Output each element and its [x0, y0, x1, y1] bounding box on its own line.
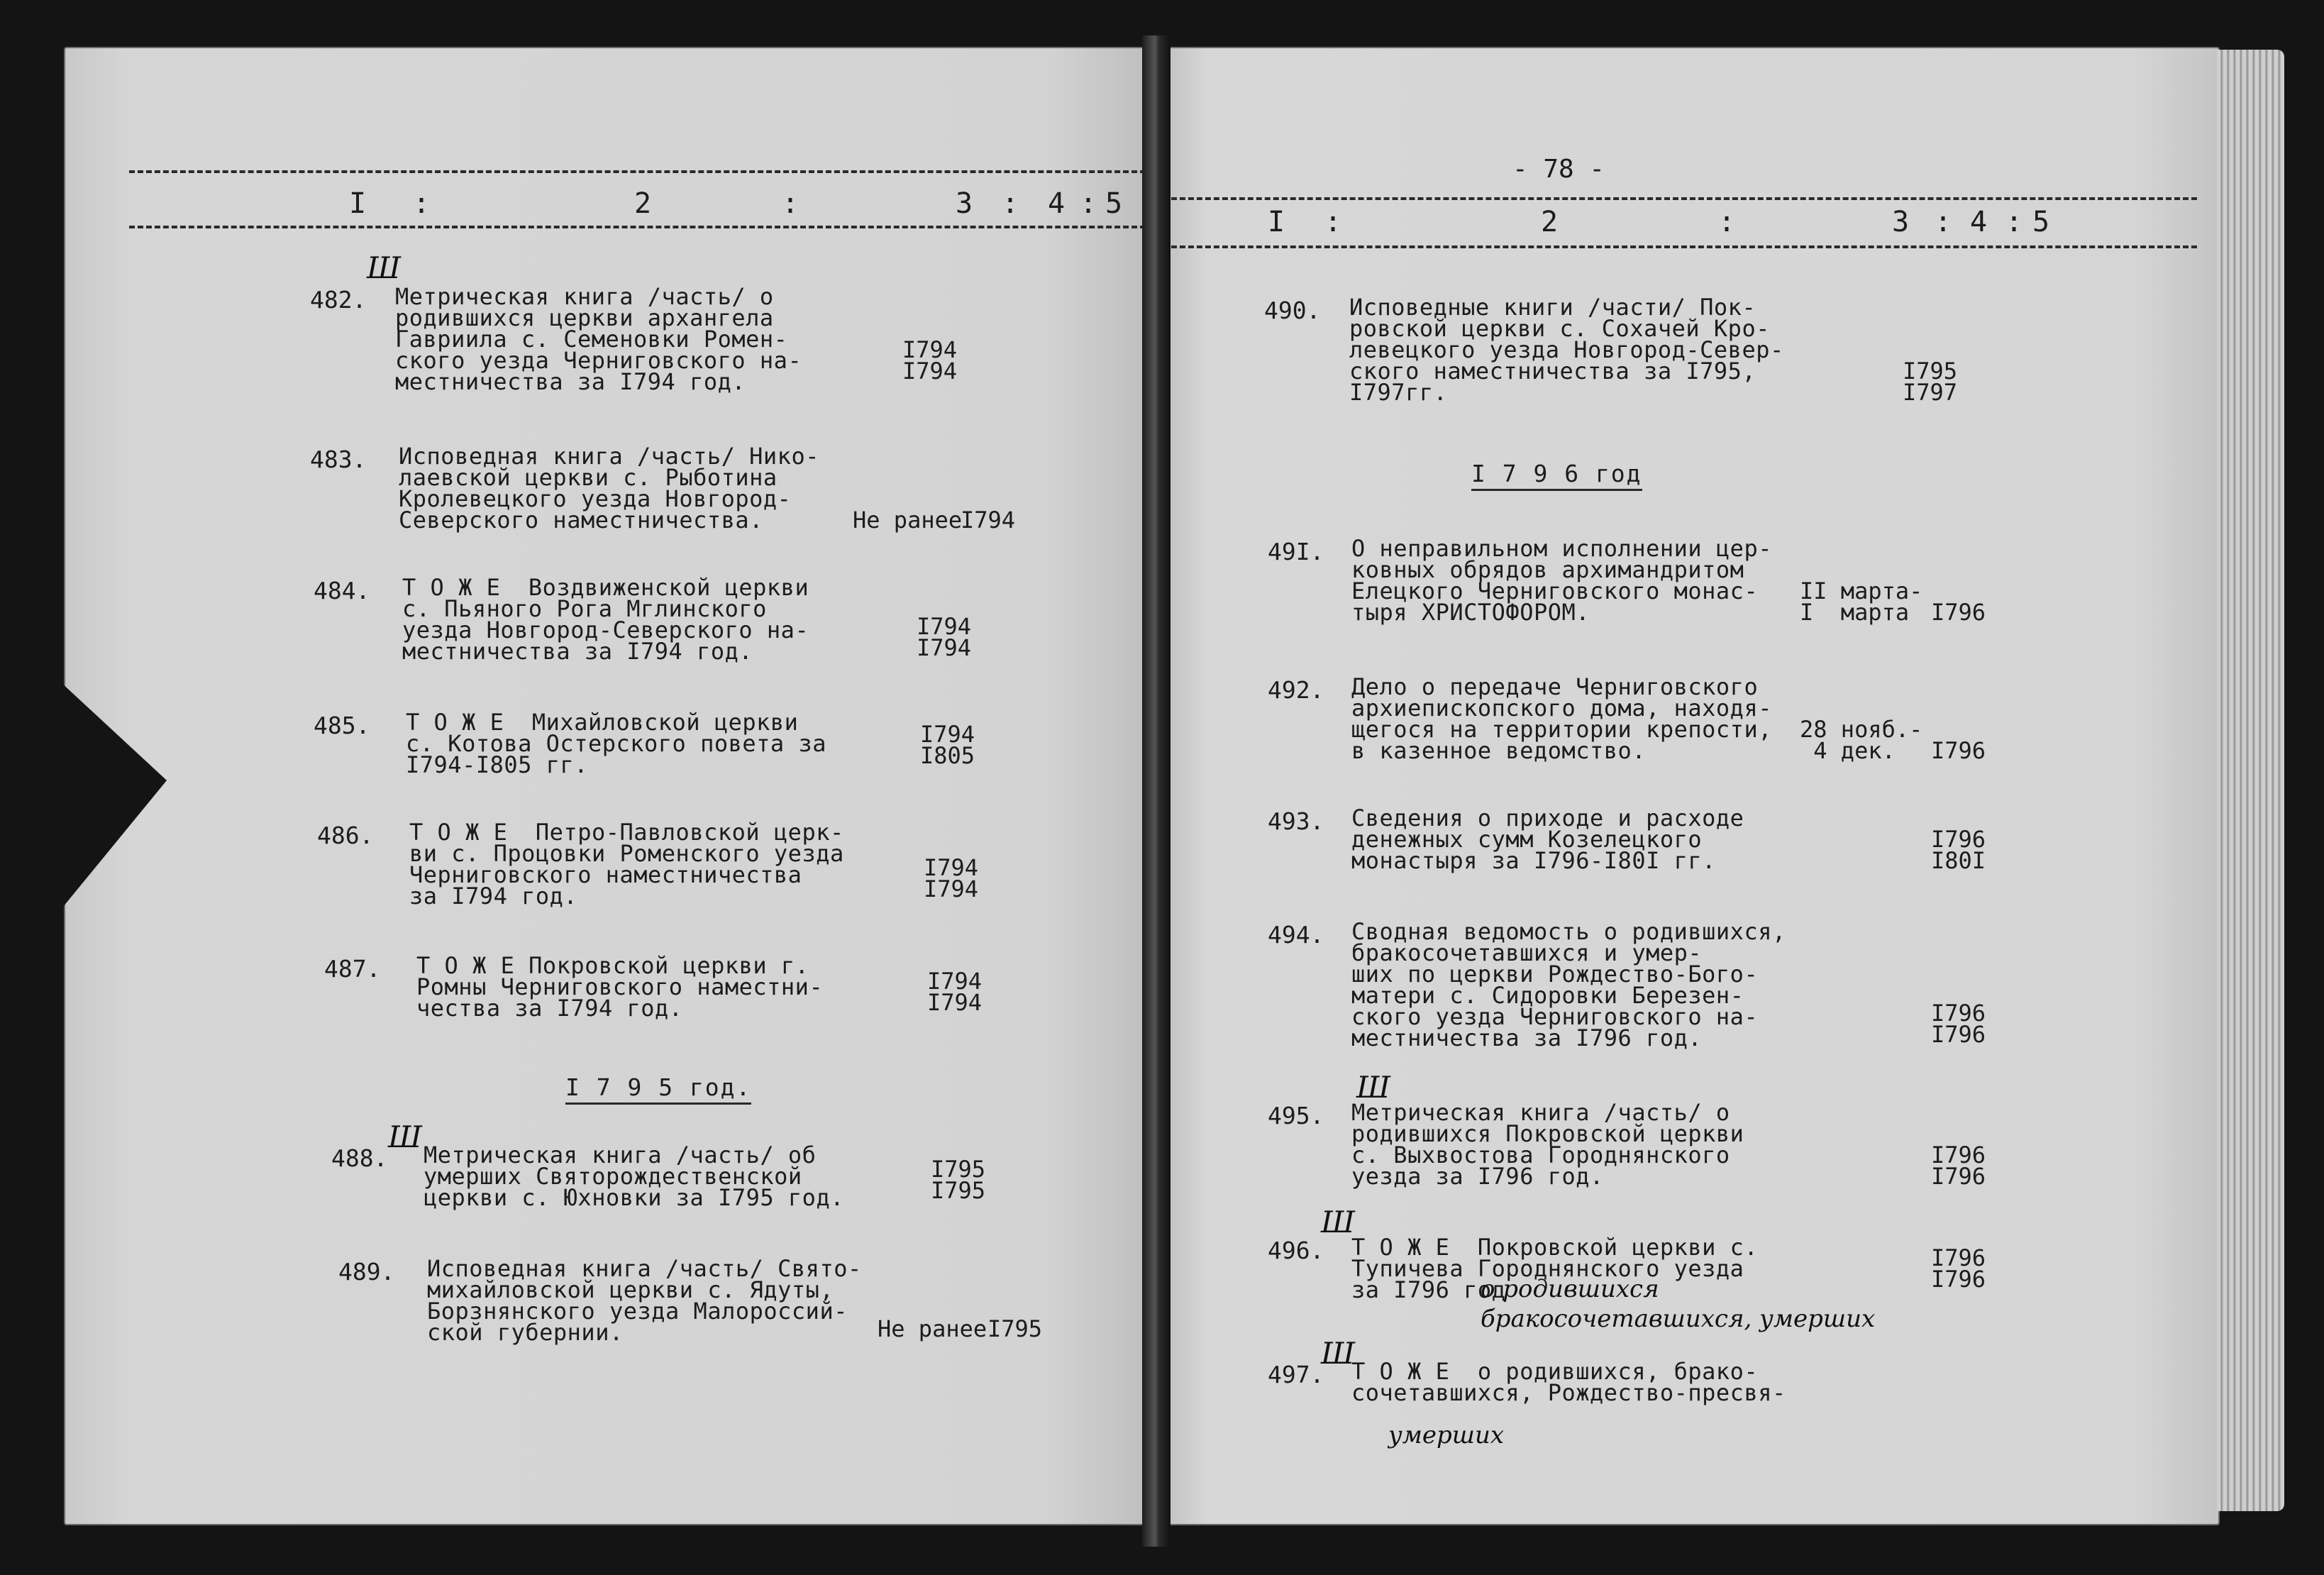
left-page: [64, 47, 1156, 1525]
column-header-4: 4: [1048, 187, 1066, 220]
column-header-2: 2: [634, 187, 652, 220]
header-rule-bottom: [1154, 245, 2197, 248]
entry-years: I795 I795: [931, 1156, 986, 1204]
handwritten-mark: Ш: [367, 250, 401, 285]
entry-description: Т О Ж Е Покровской церкви с. Тупичева Городнянского уезда за I796 год: [1351, 1234, 1759, 1303]
entry-description: Сведения о приходе и расходе денежных сумм Козелецкого монастыря за I796-I80I гг.: [1351, 805, 1744, 874]
entry-years: I796: [1931, 737, 1986, 764]
entry-number: 494.: [1268, 921, 1324, 949]
entry-description: Дело о передаче Черниговского архиепископского дома, находя- щегося на территории крепости, в казенное ведомство.: [1351, 673, 1772, 764]
entry-description: Исповедная книга /часть/ Нико- лаевской церкви с. Рыботина Кролевецкого уезда Новгород- Северского наместничества.: [399, 443, 819, 534]
entry-number: 490.: [1264, 297, 1321, 324]
column-separator: :: [1002, 187, 1019, 220]
right-page: [1153, 47, 2220, 1525]
handwritten-mark: Ш: [1356, 1070, 1390, 1105]
entry-number: 493.: [1268, 807, 1324, 835]
entry-number: 488.: [331, 1144, 388, 1172]
column-header-3: 3: [1892, 206, 1910, 238]
entry-years: I796: [1931, 599, 1986, 626]
entry-description: Исповедные книги /части/ Пок- ровской церкви с. Сохачей Кро- левецкого уезда Новгород-Север- ского наместничества за I795, I797гг.: [1349, 294, 1784, 406]
column-header-3: 3: [956, 187, 973, 220]
entry-years: I794 I794: [902, 336, 958, 385]
book-spine-gutter: [1142, 35, 1171, 1547]
torn-page-edge: [21, 646, 167, 958]
header-rule-bottom: [129, 226, 1154, 228]
entry-number: 496.: [1268, 1237, 1324, 1264]
column-separator: :: [1080, 187, 1097, 220]
page-edges: [2217, 50, 2284, 1511]
entry-date-range: II марта- I марта: [1800, 578, 1923, 626]
column-header-4: 4: [1970, 206, 1988, 238]
handwritten-mark: Ш: [1321, 1336, 1355, 1371]
section-heading: I 7 9 5 год.: [565, 1073, 751, 1105]
column-separator: :: [413, 187, 431, 220]
entry-description: Метрическая книга /часть/ о родившихся Покровской церкви с. Выхвостова Городнянского уезда за I796 год.: [1351, 1099, 1744, 1190]
column-header-1: I: [1268, 206, 1285, 238]
entry-number: 485.: [314, 712, 370, 739]
section-heading: I 7 9 6 год: [1471, 460, 1642, 491]
handwritten-annotation: о родившихся бракосочетавшихся, умерших: [1481, 1275, 1876, 1333]
entry-years: I796 I796: [1931, 1000, 1986, 1048]
handwritten-mark: Ш: [388, 1120, 422, 1154]
column-separator: :: [782, 187, 799, 220]
entry-description: О неправильном исполнении цер- ковных обрядов архимандритом Елецкого Черниговского монас- тыря ХРИСТОФОРОМ.: [1351, 535, 1772, 626]
entry-years: I796 I80I: [1931, 826, 1986, 874]
entry-date-range: Не ранее: [853, 507, 963, 534]
column-separator: :: [2005, 206, 2023, 238]
entry-number: 487.: [324, 955, 381, 983]
entry-description: Т О Ж Е Воздвиженской церкви с. Пьяного Рога Мглинского уезда Новгород-Северского на- местничества за I794 год.: [402, 574, 809, 665]
header-rule-top: [1154, 197, 2197, 200]
entry-number: 489.: [338, 1258, 395, 1286]
entry-years: I794: [961, 507, 1016, 534]
entry-description: Т О Ж Е Покровской церкви г. Ромны Черниговского наместни- чества за I794 год.: [416, 952, 824, 1022]
entry-years: I794 I794: [917, 613, 972, 661]
entry-years: I794 I805: [920, 721, 975, 769]
column-header-5: 5: [2032, 206, 2050, 238]
entry-number: 482.: [310, 286, 367, 314]
entry-years: I796 I796: [1931, 1142, 1986, 1190]
entry-description: Т О Ж Е о родившихся, брако- сочетавшихся, Рождество-пресвя-: [1351, 1358, 1786, 1406]
entry-description: Метрическая книга /часть/ о родившихся церкви архангела Гавриила с. Семеновки Ромен- ского уезда Черниговского на- местничества за I794 год.: [395, 283, 802, 395]
column-separator: :: [1718, 206, 1736, 238]
entry-number: 484.: [314, 577, 370, 604]
entry-number: 486.: [317, 822, 374, 849]
entry-number: 497.: [1268, 1361, 1324, 1388]
column-header-5: 5: [1105, 187, 1123, 220]
entry-years: I794 I794: [924, 854, 979, 902]
handwritten-annotation: умерших: [1388, 1421, 1505, 1449]
column-header-1: I: [349, 187, 367, 220]
entry-description: Т О Ж Е Петро-Павловской церк- ви с. Процовки Роменского уезда Черниговского наместничества за I794 год.: [409, 819, 844, 910]
column-header-2: 2: [1541, 206, 1559, 238]
entry-years: I794 I794: [927, 968, 983, 1016]
column-separator: :: [1935, 206, 1952, 238]
entry-number: 492.: [1268, 676, 1324, 704]
entry-number: 495.: [1268, 1102, 1324, 1129]
entry-description: Сводная ведомость о родившихся, бракосочетавшихся и умер- ших по церкви Рождество-Бого- матери с. Сидоровки Березен- ского уезда Черниговского на- местничества за I796 год.: [1351, 918, 1786, 1051]
entry-years: I796 I796: [1931, 1244, 1986, 1293]
entry-number: 49I.: [1268, 538, 1324, 565]
entry-description: Исповедная книга /часть/ Свято- михайловской церкви с. Ядуты, Борзнянского уезда Малороссий- ской губернии.: [427, 1255, 862, 1346]
header-rule-top: [129, 170, 1154, 173]
entry-date-range: 28 нояб.- 4 дек.: [1800, 716, 1923, 764]
page-number: - 78 -: [1512, 155, 1605, 184]
entry-years: I795 I797: [1903, 358, 1958, 406]
open-book: [21, 21, 2284, 1554]
handwritten-mark: Ш: [1321, 1205, 1355, 1239]
column-separator: :: [1324, 206, 1342, 238]
entry-description: Т О Ж Е Михайловской церкви с. Котова Остерского повета за I794-I805 гг.: [406, 709, 826, 778]
entry-years: I795: [987, 1315, 1043, 1342]
entry-description: Метрическая книга /часть/ об умерших Святорождественской церкви с. Юхновки за I795 год.: [424, 1142, 844, 1211]
entry-number: 483.: [310, 446, 367, 473]
entry-date-range: Не ранее: [878, 1315, 987, 1342]
